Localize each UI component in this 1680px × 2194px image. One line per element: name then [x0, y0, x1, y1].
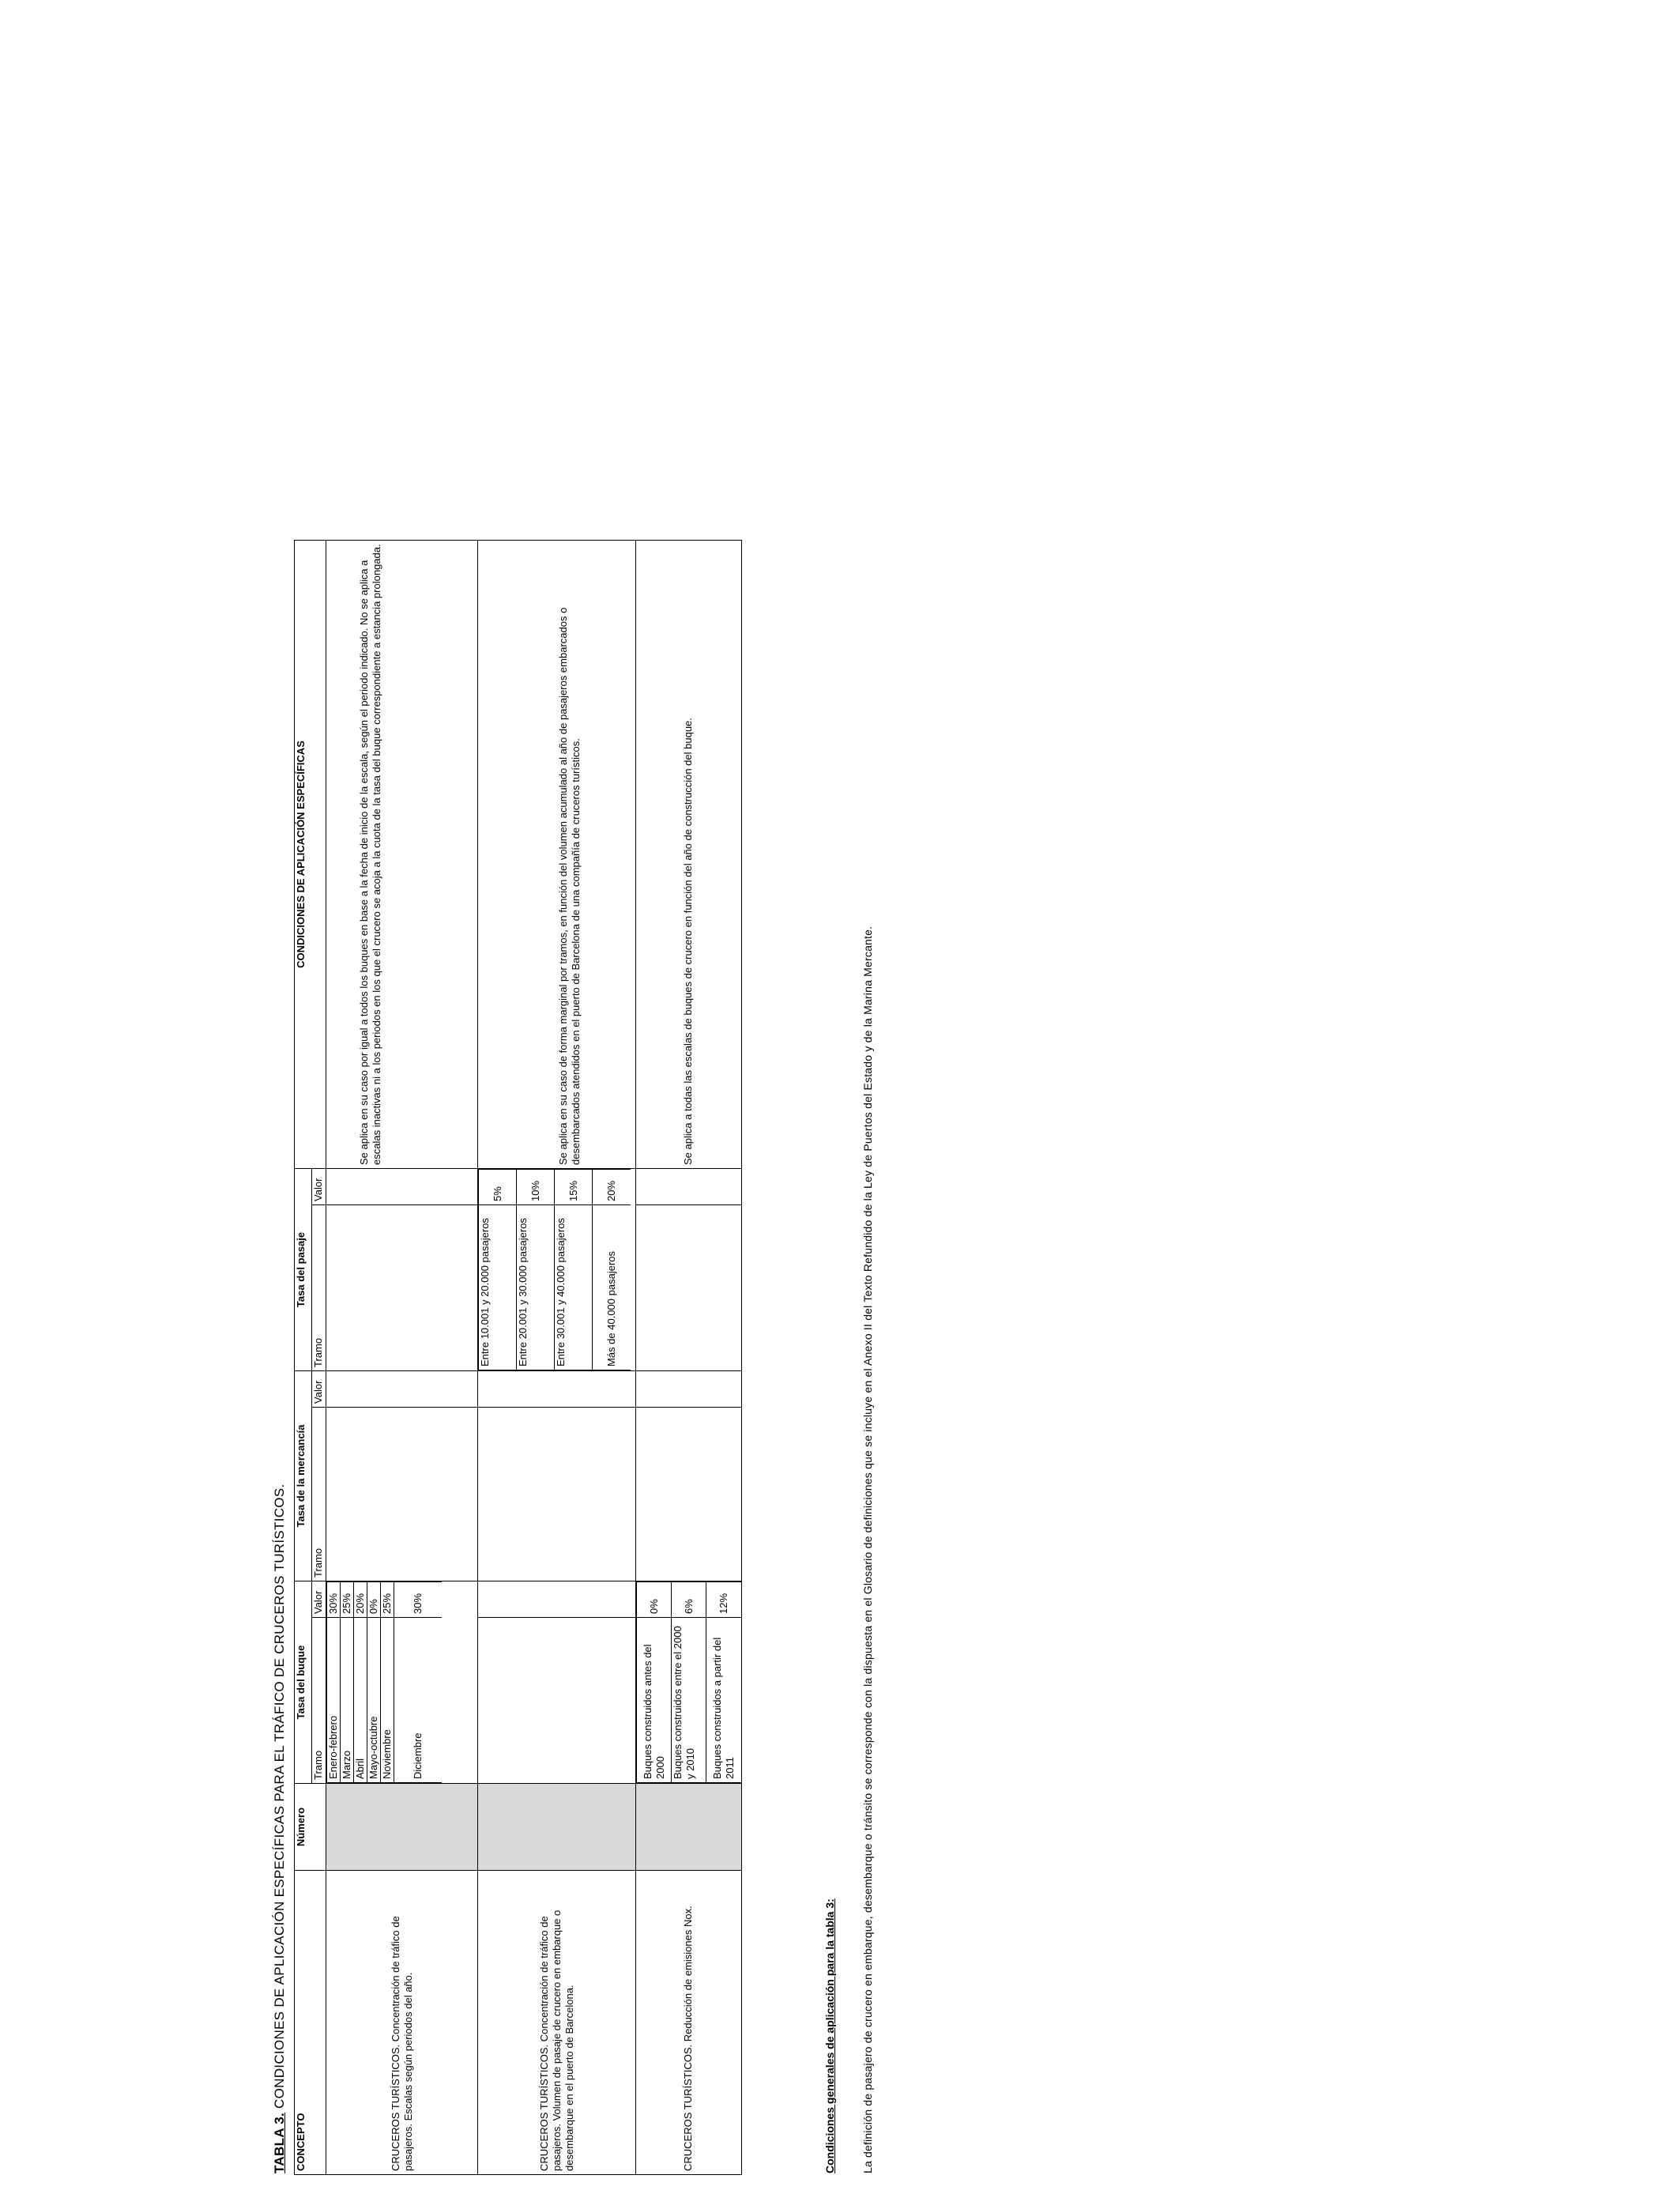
subheader-valor: Valor: [312, 1370, 326, 1407]
valor: 10%: [517, 1169, 555, 1204]
valor: 20%: [593, 1169, 631, 1204]
valor: 0%: [637, 1581, 672, 1617]
tramo-table: [478, 1169, 631, 1370]
tasa-buque-tramo: [478, 1618, 636, 1784]
header-tasa-pasaje: Tasa del pasaje: [295, 1168, 312, 1370]
tramo: Marzo: [341, 1617, 354, 1782]
subheader-tramo: Tramo: [312, 1204, 326, 1370]
valor: 6%: [672, 1581, 706, 1617]
header-condiciones: CONDICIONES DE APLICACIÓN ESPECÍFICAS: [295, 540, 326, 1168]
condiciones-cell: Se aplica a todas las escalas de buques de crucero en función del año de construcción del buque.: [636, 540, 742, 1168]
table-row: [478, 540, 636, 2174]
tramo: Mayo-octubre: [367, 1617, 381, 1782]
table-caption: [272, 1484, 288, 2174]
valor: 0%: [367, 1581, 381, 1617]
header-concepto: CONCEPTO: [295, 1871, 326, 2175]
table-row: [636, 540, 742, 2174]
valor: 12%: [706, 1581, 741, 1617]
subheader-tramo: Tramo: [312, 1618, 326, 1784]
tasa-mercancia-valor: [636, 1370, 742, 1407]
tasa-buque-valor: [478, 1581, 636, 1617]
valor: 30%: [327, 1581, 341, 1617]
tramo: Buques construidos a partir del 2011: [706, 1617, 741, 1782]
tasa-mercancia-tramo: [478, 1407, 636, 1581]
tramo-table: [326, 1581, 442, 1783]
tramo: Más de 40.000 pasajeros: [593, 1204, 631, 1370]
tramo: Buques construidos antes del 2000: [637, 1617, 672, 1782]
tasa-buque-cell: [326, 1581, 478, 1783]
tramo: Abril: [354, 1617, 367, 1782]
caption-text: CONDICIONES DE APLICACIÓN ESPECÍFICAS PARA EL TRÁFICO DE CRUCEROS TURÍSTICOS.: [272, 1483, 287, 2113]
condiciones-cell: Se aplica en su caso de forma marginal por tramos, en función del volumen acumulado al año de pasajeros embarcados o desembarcados atendidos en el puerto de Barcelona de una compañía de cruceros turísticos.: [478, 540, 636, 1168]
tasa-pasaje-tramo: [326, 1204, 478, 1370]
tasa-mercancia-valor: [478, 1370, 636, 1407]
tasa-mercancia-tramo: [326, 1407, 478, 1581]
caption-label: TABLA 3.: [272, 2112, 287, 2173]
tramo: Entre 20.001 y 30.000 pasajeros: [517, 1204, 555, 1370]
tramo: Buques construidos entre el 2000 y 2010: [672, 1617, 706, 1782]
tasa-pasaje-valor: [636, 1168, 742, 1204]
condiciones-cell: Se aplica en su caso por igual a todos los buques en base a la fecha de inicio de la escala, según el periodo indicado. No se aplica a escalas inactivas ni a los periodos en los que el crucero se acoja a la cuota de la tasa del buque correspondiente a estancia prolongada.: [326, 540, 478, 1168]
tramo: Entre 30.001 y 40.000 pasajeros: [555, 1204, 593, 1370]
concepto-cell: CRUCEROS TURÍSTICOS. Concentración de tráfico de pasajeros. Escalas según periodos del año.: [326, 1871, 478, 2175]
header-numero: Número: [295, 1784, 326, 1871]
subheader-valor: Valor: [312, 1168, 326, 1204]
tasa-pasaje-valor: [326, 1168, 478, 1204]
valor: 20%: [354, 1581, 367, 1617]
subheader-valor: Valor: [312, 1581, 326, 1617]
tasa-mercancia-valor: [326, 1370, 478, 1407]
tasa-buque-cell: [636, 1581, 742, 1783]
conditions-table: [294, 540, 742, 2175]
rotated-page: [261, 25, 1051, 2183]
valor: 15%: [555, 1169, 593, 1204]
valor: 5%: [479, 1169, 517, 1204]
tasa-pasaje-cell: [478, 1168, 636, 1370]
general-conditions: [823, 926, 874, 2173]
concepto-cell: CRUCEROS TURÍSTICOS. Concentración de tráfico de pasajeros. Volumen de pasaje de crucero en embarque o desembarque en el puerto de Barcelona.: [478, 1871, 636, 2175]
concepto-cell: CRUCEROS TURÍSTICOS. Reducción de emisiones Nox.: [636, 1871, 742, 2175]
tramo: Enero-febrero: [327, 1617, 341, 1782]
table-row: [326, 540, 478, 2174]
numero-cell: [478, 1784, 636, 1871]
numero-cell: [636, 1784, 742, 1871]
tramo: Noviembre: [381, 1617, 394, 1782]
valor: 30%: [394, 1581, 442, 1617]
header-tasa-buque: Tasa del buque: [295, 1581, 312, 1783]
notes-heading: Condiciones generales de aplicación para la tabla 3:: [823, 1898, 836, 2173]
header-tasa-mercancia: Tasa de la mercancía: [295, 1370, 312, 1581]
tasa-pasaje-tramo: [636, 1204, 742, 1370]
valor: 25%: [341, 1581, 354, 1617]
tramo-table: [636, 1581, 741, 1783]
valor: 25%: [381, 1581, 394, 1617]
subheader-tramo: Tramo: [312, 1407, 326, 1581]
tramo: Diciembre: [394, 1617, 442, 1782]
tramo: Entre 10.001 y 20.000 pasajeros: [479, 1204, 517, 1370]
tasa-mercancia-tramo: [636, 1407, 742, 1581]
numero-cell: [326, 1784, 478, 1871]
notes-text: La definición de pasajero de crucero en embarque, desembarque o tránsito se corresponde con la dispuesta en el Glosario de definiciones que se incluye en el Anexo II del Texto Refundido de la Ley de Puertos del Estado y de la Marina Mercante.: [861, 925, 874, 2173]
